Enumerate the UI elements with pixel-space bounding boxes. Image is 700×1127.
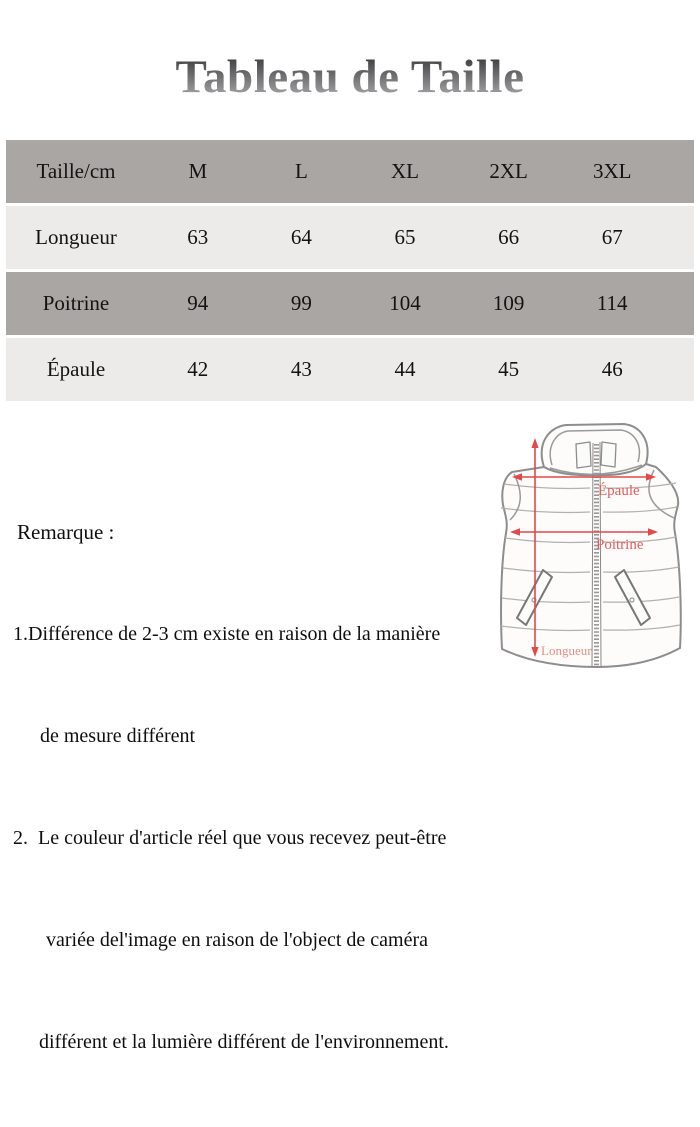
header-cell-xl: XL [390, 159, 419, 183]
table-cell: 65 [394, 225, 416, 249]
remark-line: 1.Différence de 2-3 cm existe en raison de la manière [13, 623, 441, 645]
vest-body-outline [501, 464, 681, 667]
header-cell-l: L [294, 159, 308, 183]
table-cell: 43 [290, 357, 312, 381]
row-label: Épaule [46, 357, 106, 381]
remark-line: 2. Le couleur d'article réel que vous recevez peut-être [13, 827, 447, 849]
remarks-heading: Remarque : [17, 520, 115, 544]
row-label: Poitrine [42, 291, 110, 315]
table-cell: 64 [290, 225, 312, 249]
table-cell: 45 [498, 357, 520, 381]
table-cell: 44 [394, 357, 416, 381]
table-row-poitrine [6, 272, 694, 335]
remark-line: variée del'image en raison de l'object de caméra [46, 929, 429, 951]
header-cell-3xl: 3XL [592, 159, 632, 183]
row-label: Longueur [35, 225, 117, 249]
header-cell-2xl: 2XL [489, 159, 528, 183]
remark-line: différent et la lumière différent de l'environnement. [39, 1031, 449, 1053]
table-header-row [6, 140, 694, 203]
table-cell: 66 [498, 225, 520, 249]
table-cell: 46 [601, 357, 623, 381]
epaule-label: Épaule [598, 483, 640, 499]
header-cell-m: M [188, 159, 208, 183]
vest-hood [542, 424, 648, 475]
table-cell: 42 [187, 357, 209, 381]
table-cell: 94 [187, 291, 209, 315]
page-title: Tableau de Taille [0, 50, 700, 104]
size-table [6, 140, 694, 401]
table-cell: 63 [187, 225, 209, 249]
table-row-epaule [6, 338, 694, 401]
remark-line: de mesure différent [40, 725, 196, 747]
table-row-longueur [6, 206, 694, 269]
header-cell-unit: Taille/cm [36, 159, 116, 183]
table-cell: 99 [290, 291, 312, 315]
table-cell: 67 [601, 225, 623, 249]
remarks-block [13, 447, 495, 1127]
table-cell: 114 [596, 291, 628, 315]
table-cell: 104 [389, 291, 421, 315]
vest-illustration [486, 420, 700, 688]
table-cell: 109 [492, 291, 525, 315]
longueur-label: Longueur [541, 643, 592, 658]
poitrine-label: Poitrine [596, 537, 644, 553]
